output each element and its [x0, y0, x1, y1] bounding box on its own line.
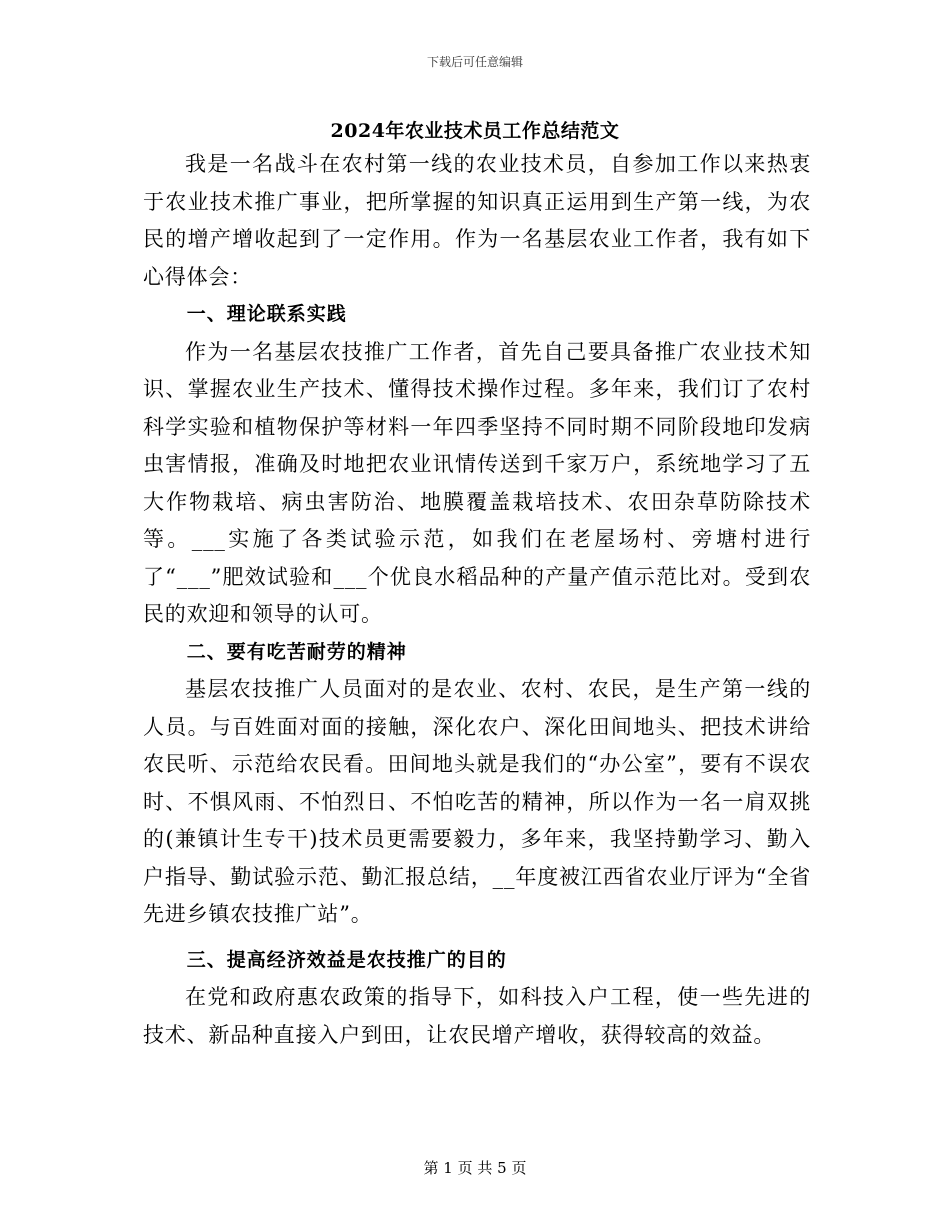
- section-heading-2: 二、要有吃苦耐劳的精神: [186, 640, 407, 663]
- section-heading-1: 一、理论联系实践: [186, 303, 347, 325]
- page-number: 第 1 页 共 5 页: [423, 1159, 527, 1177]
- intro-paragraph: 我是一名战斗在农村第一线的农业技术员，自参加工作以来热衷于农业技术推广事业，把所掌握的知识真正运用到生产第一线，为农民的增产增收起到了一定作用。作为一名基层农业工作者，我有如下心得体会：: [143, 152, 811, 289]
- section-body-3: 在党和政府惠农政策的指导下，如科技入户工程，使一些先进的技术、新品种直接入户到田，让农民增产增收，获得较高的效益。: [143, 985, 811, 1047]
- document-title: 2024年农业技术员工作总结范文: [330, 120, 620, 142]
- download-note: 下载后可任意编辑: [426, 55, 523, 69]
- document-body: [143, 146, 811, 1054]
- section-body-1: 作为一名基层农技推广工作者，首先自己要具备推广农业技术知识、掌握农业生产技术、懂得技术操作过程。多年来，我们订了农村科学实验和植物保护等材料一年四季坚持不同时期不同阶段地印发病虫害情报，准确及时地把农业讯情传送到千家万户，系统地学习了五大作物栽培、病虫害防治、地膜覆盖栽培技术、农田杂草防除技术等。___实施了各类试验示范，如我们在老屋场村、旁塘村进行了“___”肥效试验和___个优良水稻品种的产量产值示范比对。受到农民的欢迎和领导的认可。: [143, 339, 811, 626]
- section-heading-3: 三、提高经济效益是农技推广的目的: [186, 948, 507, 971]
- section-body-2: 基层农技推广人员面对的是农业、农村、农民，是生产第一线的人员。与百姓面对面的接触，深化农户、深化田间地头、把技术讲给农民听、示范给农民看。田间地头就是我们的“办公室”，要有不误农时、不惧风雨、不怕烈日、不怕吃苦的精神，所以作为一名一肩双挑的(兼镇计生专干)技术员更需要毅力，多年来，我坚持勤学习、勤入户指导、勤试验示范、勤汇报总结，__年度被江西省农业厅评为“全省先进乡镇农技推广站”。: [143, 677, 811, 926]
